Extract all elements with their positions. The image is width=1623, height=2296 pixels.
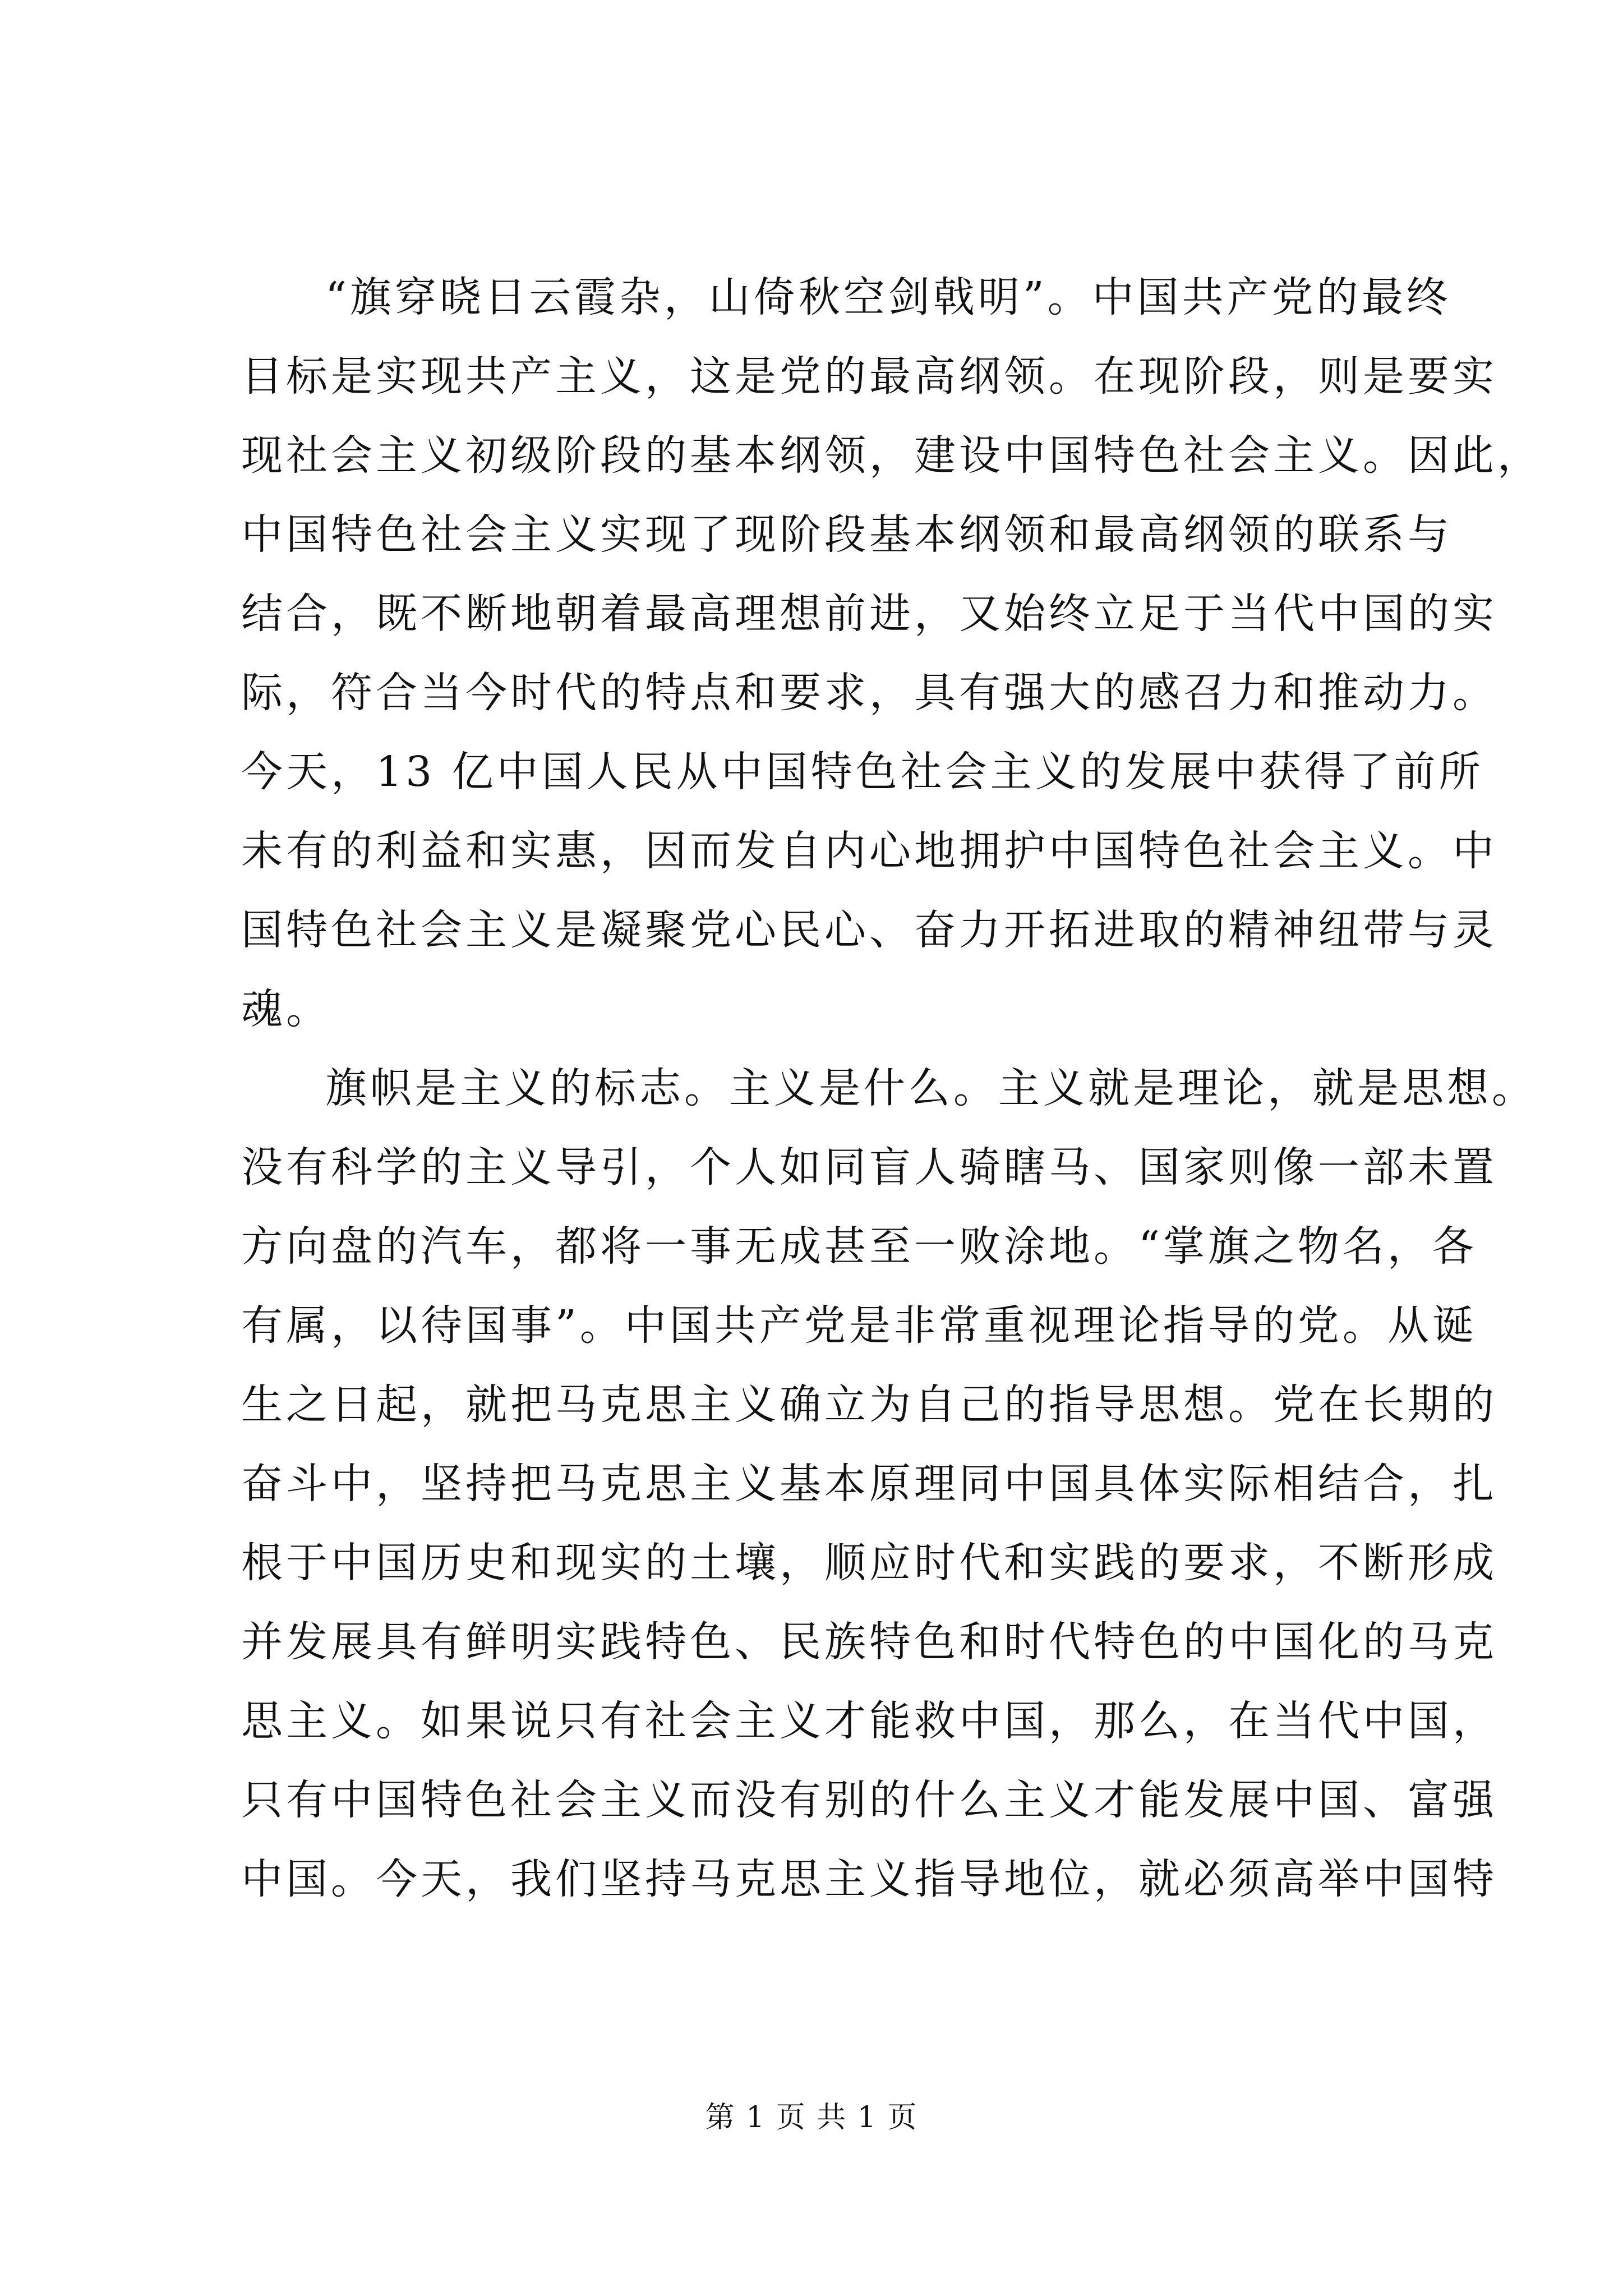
paragraph-2 — [241, 1049, 1537, 1919]
paragraph-line: 今天，13 亿中国人民从中国特色社会主义的发展中获得了前所 — [241, 748, 1484, 796]
document-body — [241, 258, 1542, 1919]
paragraph-line: 国特色社会主义是凝聚党心民心、奋力开拓进取的精神纽带与灵 — [241, 906, 1497, 954]
paragraph-line: 根于中国历史和现实的土壤，顺应时代和实践的要求，不断形成 — [241, 1539, 1497, 1587]
paragraph-line: 际，符合当今时代的特点和要求，具有强大的感召力和推动力。 — [241, 669, 1497, 717]
paragraph-line: 魂。 — [241, 985, 331, 1033]
paragraph-line: 奋斗中，坚持把马克思主义基本原理同中国具体实际相结合，扎 — [241, 1460, 1497, 1508]
page-footer: 第 1 页 共 1 页 — [705, 2101, 918, 2134]
paragraph-line: 未有的利益和实惠，因而发自内心地拥护中国特色社会主义。中 — [241, 827, 1497, 875]
paragraph-line: 生之日起，就把马克思主义确立为自己的指导思想。党在长期的 — [241, 1381, 1497, 1429]
paragraph-line: 旗帜是主义的标志。主义是什么。主义就是理论，就是思想。 — [325, 1064, 1537, 1112]
paragraph-line: 中国。今天，我们坚持马克思主义指导地位，就必须高举中国特 — [241, 1855, 1497, 1903]
paragraph-line: 有属，以待国事”。中国共产党是非常重视理论指导的党。从诞 — [241, 1301, 1477, 1350]
paragraph-line: 没有科学的主义导引，个人如同盲人骑瞎马、国家则像一部未置 — [241, 1143, 1497, 1191]
paragraph-line: 只有中国特色社会主义而没有别的什么主义才能发展中国、富强 — [241, 1776, 1497, 1824]
paragraph-line: 现社会主义初级阶段的基本纲领，建设中国特色社会主义。因此， — [241, 431, 1542, 480]
paragraph-line: 思主义。如果说只有社会主义才能救中国，那么，在当代中国， — [241, 1697, 1497, 1745]
paragraph-line: 中国特色社会主义实现了现阶段基本纲领和最高纲领的联系与 — [241, 510, 1453, 559]
paragraph-line: 方向盘的汽车，都将一事无成甚至一败涂地。“掌旗之物名，各 — [241, 1222, 1477, 1271]
paragraph-line: “旗穿晓日云霞杂，山倚秋空剑戟明”。中国共产党的最终 — [325, 273, 1451, 321]
paragraph-line: 并发展具有鲜明实践特色、民族特色和时代特色的中国化的马克 — [241, 1618, 1497, 1666]
paragraph-line: 目标是实现共产主义，这是党的最高纲领。在现阶段，则是要实 — [241, 352, 1497, 401]
paragraph-1 — [241, 258, 1542, 1049]
paragraph-line: 结合，既不断地朝着最高理想前进，又始终立足于当代中国的实 — [241, 590, 1497, 638]
